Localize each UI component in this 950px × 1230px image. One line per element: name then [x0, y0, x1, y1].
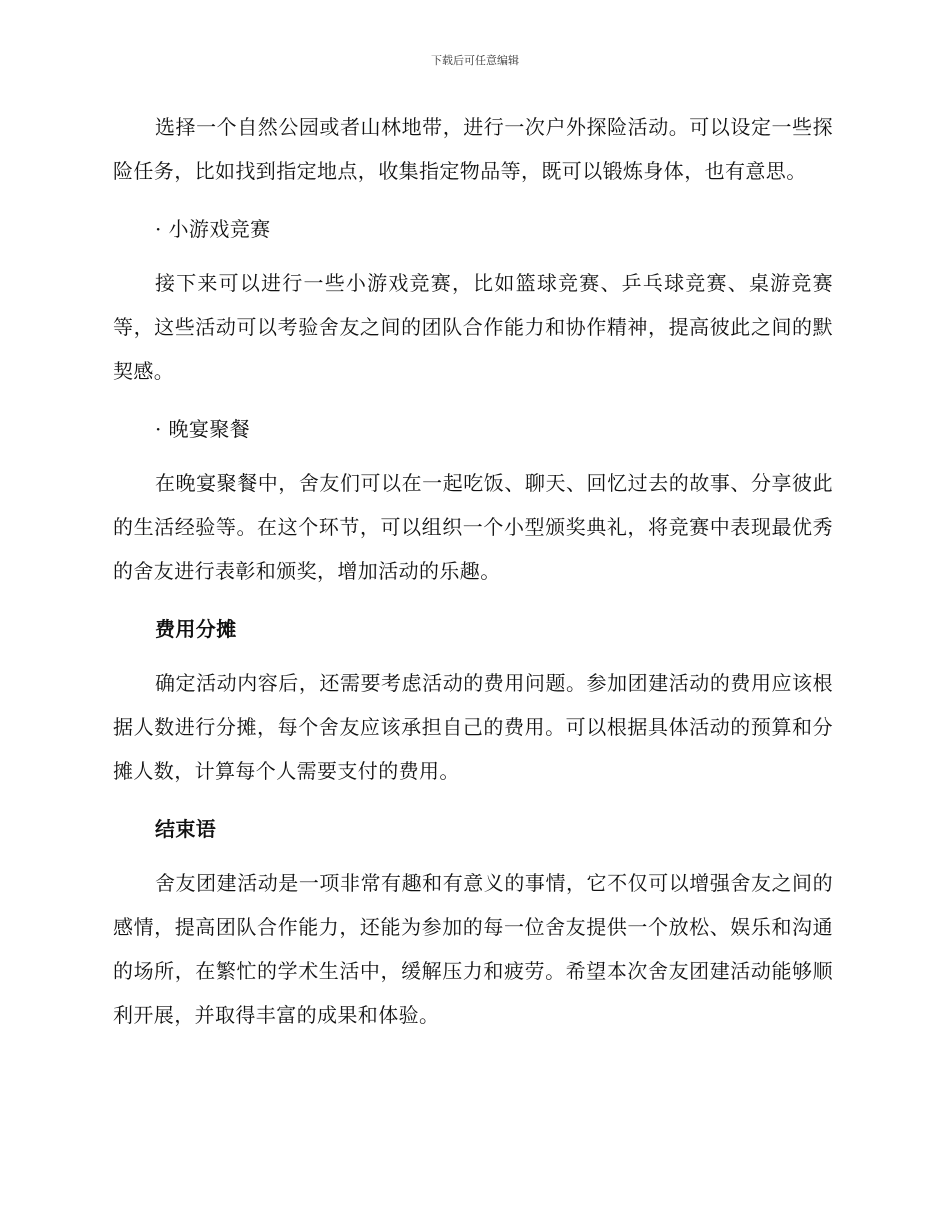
bullet-mini-games: · 小游戏竞赛 — [155, 217, 271, 241]
bullet-dinner: · 晚宴聚餐 — [155, 417, 251, 441]
paragraph-mini-games: 接下来可以进行一些小游戏竞赛，比如篮球竞赛、乒乓球竞赛、桌游竞赛等，这些活动可以考验舍友之间的团队合作能力和协作精神，提高彼此之间的默契感。 — [113, 271, 833, 383]
paragraph-outdoor-adventure: 选择一个自然公园或者山林地带，进行一次户外探险活动。可以设定一些探险任务，比如找到指定地点，收集指定物品等，既可以锻炼身体，也有意思。 — [113, 115, 833, 183]
heading-cost-sharing: 费用分摊 — [155, 617, 237, 641]
document-body — [113, 105, 833, 1051]
heading-conclusion: 结束语 — [155, 817, 217, 841]
paragraph-dinner: 在晚宴聚餐中，舍友们可以在一起吃饭、聊天、回忆过去的故事、分享彼此的生活经验等。在这个环节，可以组织一个小型颁奖典礼，将竞赛中表现最优秀的舍友进行表彰和颁奖，增加活动的乐趣。 — [113, 471, 833, 583]
page-header: 下载后可任意编辑 — [431, 54, 519, 67]
paragraph-cost-sharing: 确定活动内容后，还需要考虑活动的费用问题。参加团建活动的费用应该根据人数进行分摊，每个舍友应该承担自己的费用。可以根据具体活动的预算和分摊人数，计算每个人需要支付的费用。 — [113, 671, 833, 783]
paragraph-conclusion: 舍友团建活动是一项非常有趣和有意义的事情，它不仅可以增强舍友之间的感情，提高团队合作能力，还能为参加的每一位舍友提供一个放松、娱乐和沟通的场所，在繁忙的学术生活中，缓解压力和疲劳。希望本次舍友团建活动能够顺利开展，并取得丰富的成果和体验。 — [113, 871, 833, 1027]
